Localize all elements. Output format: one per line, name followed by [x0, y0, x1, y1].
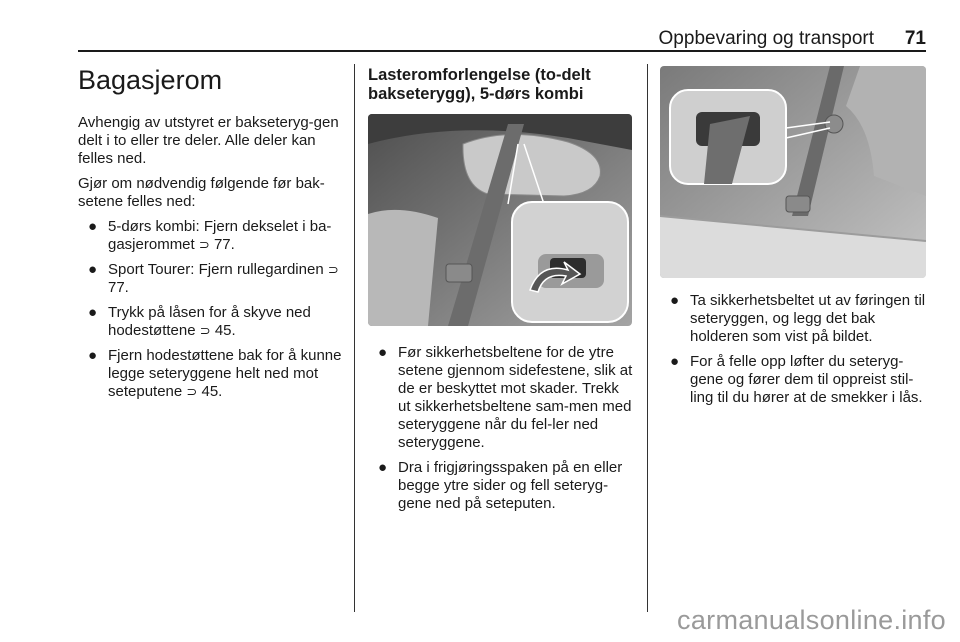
seatbelt-holder-drawing — [660, 66, 926, 278]
page-reference[interactable]: 45. — [201, 383, 223, 400]
bullet-list — [78, 218, 346, 401]
lead-paragraph: Gjør om nødvendig følgende før bak-setene felles ned: — [78, 175, 325, 210]
bullet-icon: ● — [670, 353, 680, 370]
column-1 — [78, 64, 346, 408]
list-item — [78, 347, 346, 401]
section-title: Bagasjerom — [78, 65, 223, 95]
column-2 — [368, 66, 634, 520]
watermark: carmanualsonline.info — [677, 605, 946, 635]
bullet-icon: ● — [88, 261, 98, 278]
list-item-text: 5-dørs kombi: Fjern dekselet i ba-gasjerommet — [108, 218, 332, 253]
page-reference[interactable]: 77. — [108, 279, 129, 296]
list-item — [660, 292, 928, 346]
list-item — [368, 459, 634, 513]
list-item-text: Trykk på låsen for å skyve ned hodestøttene — [108, 304, 311, 339]
seatbelt-guide-drawing — [368, 114, 632, 326]
list-item — [368, 344, 634, 452]
header-bar — [78, 28, 926, 50]
bullet-icon: ● — [88, 347, 98, 364]
subsection-title: Lasteromforlengelse (to-delt bakseterygg), 5-dørs kombi — [368, 66, 591, 103]
list-item-text: Sport Tourer: Fjern rullegardinen — [108, 261, 324, 278]
list-item-text: Ta sikkerhetsbeltet ut av føringen til seteryggen, og legg det bak holderen som vist på bildet. — [690, 292, 926, 345]
bullet-list — [368, 344, 634, 513]
bullet-icon: ● — [378, 459, 388, 476]
header-title: Oppbevaring og transport — [658, 28, 874, 49]
list-item — [78, 218, 346, 254]
seatbelt-side-guide-illustration — [368, 114, 632, 326]
bullet-icon: ● — [670, 292, 680, 309]
page-reference[interactable]: 77. — [213, 236, 235, 253]
list-item-text: Før sikkerhetsbeltene for de ytre setene gjennom sidefestene, slik at de er beskyttet mot skader. Trekk ut sikkerhetsbeltene sam-men med seteryggene når du fel-ler ned seteryggene. — [398, 344, 633, 451]
list-item — [660, 353, 928, 407]
column-3 — [660, 66, 928, 414]
cross-reference-icon: ⊃ — [199, 323, 211, 338]
intro-paragraph: Avhengig av utstyret er bakseteryg-gen delt i to eller tre deler. Alle deler kan felles ned. — [78, 114, 339, 167]
list-item-text: Dra i frigjøringsspaken på en eller begge ytre sider og fell seteryg-gene ned på seteputen. — [398, 459, 623, 512]
list-item-text: Fjern hodestøttene bak for å kunne legge seteryggene helt ned mot seteputene — [108, 347, 342, 400]
bullet-icon: ● — [88, 218, 98, 235]
list-item — [78, 261, 346, 297]
list-item — [78, 304, 346, 340]
page-reference[interactable]: 45. — [214, 322, 236, 339]
column-divider-left — [354, 64, 355, 612]
cross-reference-icon: ⊃ — [198, 237, 210, 252]
bullet-icon: ● — [88, 304, 98, 321]
seatbelt-holder-illustration — [660, 66, 926, 278]
cross-reference-icon: ⊃ — [327, 262, 339, 277]
bullet-list — [660, 292, 928, 407]
list-item-text: For å felle opp løfter du seteryg-gene og fører dem til oppreist stil-ling til du hører at de smekker i lås. — [690, 353, 923, 406]
cross-reference-icon: ⊃ — [186, 384, 198, 399]
column-divider-right — [647, 64, 648, 612]
header-rule — [78, 50, 926, 52]
page-number: 71 — [904, 28, 926, 49]
bullet-icon: ● — [378, 344, 388, 361]
